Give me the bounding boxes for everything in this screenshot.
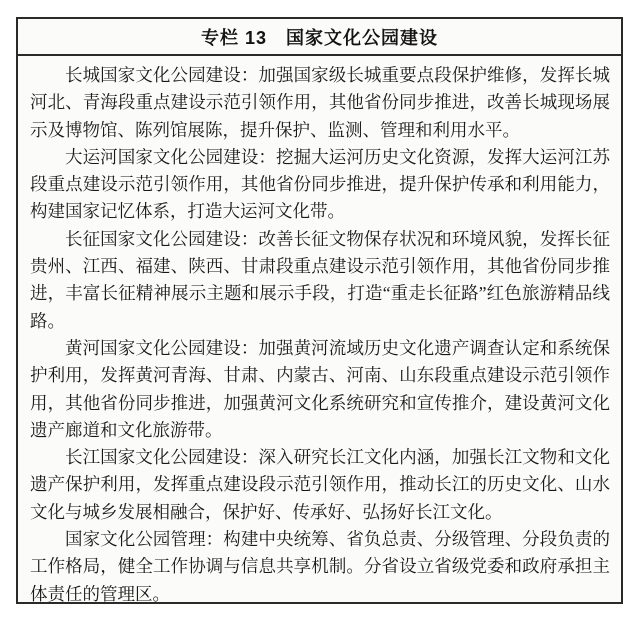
paragraph-great-wall-park: 长城国家文化公园建设：加强国家级长城重要点段保护维修，发挥长城河北、青海段重点建设示范引领作用，其他省份同步推进，改善长城现场展示及博物馆、陈列馆展陈，提升保护、监测、管理和利用水平。	[30, 65, 610, 140]
paragraph-grand-canal-park: 大运河国家文化公园建设：挖掘大运河历史文化资源，发挥大运河江苏段重点建设示范引领作用，其他省份同步推进，提升保护传承和利用能力，构建国家记忆体系，打造大运河文化带。	[30, 146, 610, 222]
column-13-panel	[16, 17, 623, 604]
paragraph-yellow-river-park: 黄河国家文化公园建设：加强黄河流域历史文化遗产调查认定和系统保护利用，发挥黄河青海、甘肃、内蒙古、河南、山东段重点建设示范引领作用，其他省份同步推进，加强黄河文化系统研究和宣传推介，建设黄河文化遗产廊道和文化旅游带。	[30, 337, 610, 440]
paragraph-yangtze-river-park: 长江国家文化公园建设：深入研究长江文化内涵，加强长江文物和文化遗产保护利用，发挥重点建设段示范引领作用，推动长江的历史文化、山水文化与城乡发展相融合，保护好、传承好、弘扬好长江文化。	[30, 447, 610, 522]
panel-title-bar	[18, 19, 621, 56]
paragraph-long-march-park: 长征国家文化公园建设：改善长征文物保存状况和环境风貌，发挥长征贵州、江西、福建、陕西、甘肃段重点建设示范引领作用，其他省份同步推进，丰富长征精神展示主题和展示手段，打造“重走长征路”红色旅游精品线路。	[30, 228, 610, 331]
paragraph-park-management: 国家文化公园管理：构建中央统筹、省负总责、分级管理、分段负责的工作格局，健全工作协调与信息共享机制。分省设立省级党委和政府承担主体责任的管理区。	[30, 529, 610, 604]
panel-body	[18, 56, 621, 608]
panel-title: 专栏 13 国家文化公园建设	[200, 27, 439, 48]
